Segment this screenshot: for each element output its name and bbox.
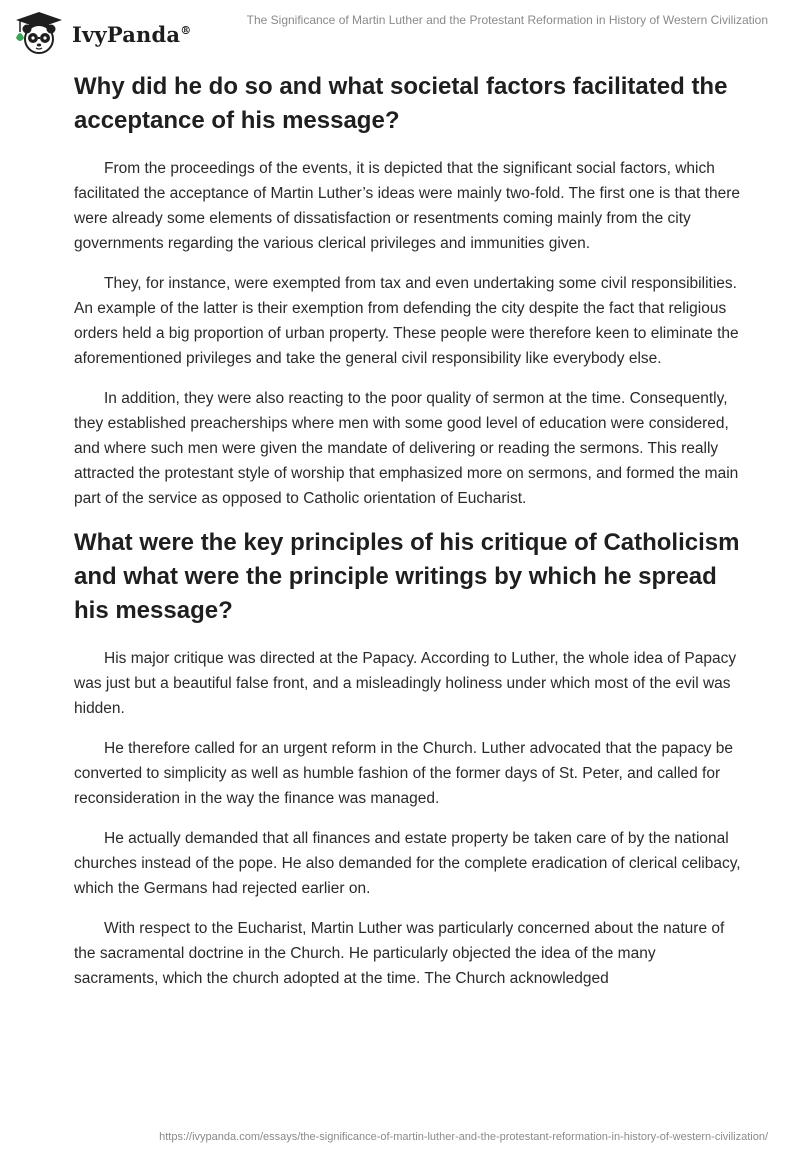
paragraph: He actually demanded that all finances and estate property be taken care of by the national churches instead of the pope. He also demanded for the complete eradication of clerical celibacy, which the Germans had rejected earlier on. (74, 830, 741, 897)
section-heading: What were the key principles of his critique of Catholicism and what were the principle writings by which he spread his message? (74, 529, 740, 624)
registered-mark: ® (180, 23, 192, 37)
paragraph: His major critique was directed at the Papacy. According to Luther, the whole idea of Papacy was just but a beautiful false front, and a misleadingly holiness under which most of the evil was hidden. (74, 650, 737, 717)
page-header (0, 0, 800, 62)
paragraph: With respect to the Eucharist, Martin Luther was particularly concerned about the nature of the sacramental doctrine in the Church. He particularly objected the idea of the many sacraments, which the church adopted at the time. The Church acknowledged (74, 920, 725, 987)
paragraph: They, for instance, were exempted from tax and even undertaking some civil responsibilities. An example of the latter is their exemption from defending the city despite the fact that religious orders held a big proportion of urban property. These people were therefore keen to eliminate the aforementioned privileges and take the general civil responsibility like everybody else. (74, 275, 739, 367)
paragraph: He therefore called for an urgent reform in the Church. Luther advocated that the papacy be converted to simplicity as well as humble fashion of the former days of St. Peter, and called for reconsideration in the way the finance was managed. (74, 740, 733, 807)
ivypanda-logo[interactable] (12, 10, 191, 56)
paragraph: In addition, they were also reacting to the poor quality of sermon at the time. Consequently, they established preacherships where men with some good level of education were considered, and where such men were given the mandate of delivering or reading the sermons. This really attracted the protestant style of worship that emphasized more on sermons, and formed the main part of the service as opposed to Catholic orientation of Eucharist. (74, 390, 739, 507)
brand-name: IvyPanda® (72, 21, 192, 47)
document-title: The Significance of Martin Luther and the Protestant Reformation in History of Western Civilization (246, 13, 768, 27)
panda-graduate-icon (12, 10, 66, 56)
section-heading: Why did he do so and what societal factors facilitated the acceptance of his message? (74, 73, 728, 134)
paragraph: From the proceedings of the events, it is depicted that the significant social factors, which facilitated the acceptance of Martin Luther’s ideas were mainly two-fold. The first one is that there were already some elements of dissatisfaction or resentments coming mainly from the city governments regarding the various clerical privileges and immunities given. (74, 160, 740, 252)
essay-content (74, 70, 742, 1006)
source-url[interactable]: https://ivypanda.com/essays/the-significance-of-martin-luther-and-the-protestant-reformation-in-history-of-western-civilization/ (159, 1131, 768, 1143)
